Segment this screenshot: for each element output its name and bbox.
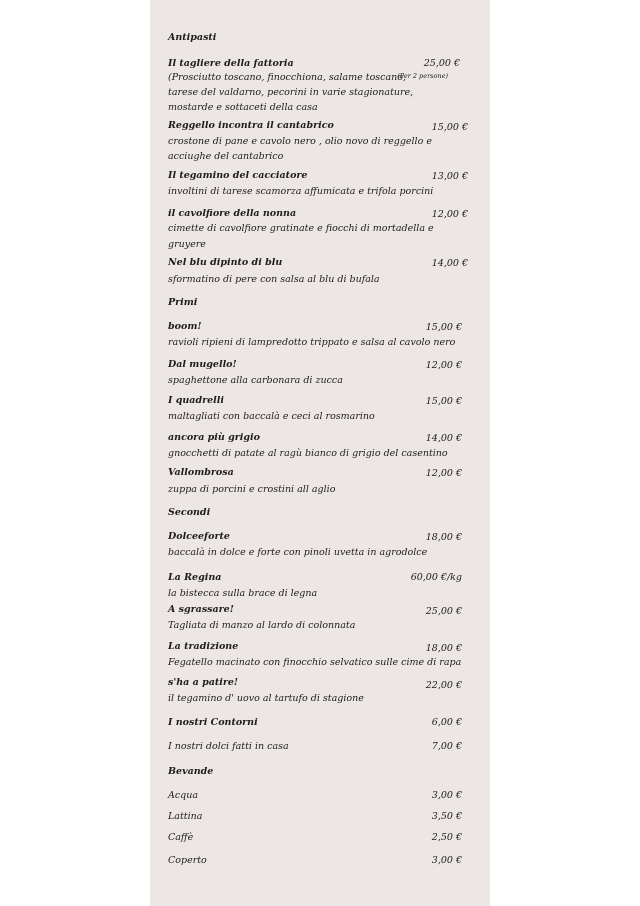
- dish-name: Nel blu dipinto di blu: [168, 257, 283, 268]
- dish-price: 12,00 €: [425, 468, 462, 479]
- dish-name: I quadrelli: [168, 395, 224, 406]
- contorni-label: I nostri Contorni: [168, 717, 258, 728]
- drink-name: Caffè: [168, 832, 194, 843]
- dish-price: 13,00 €: [431, 171, 468, 182]
- dish-name: Il tegamino del cacciatore: [168, 170, 308, 181]
- dish-price: 25,00 €: [423, 58, 460, 69]
- dish-price: 15,00 €: [431, 122, 468, 133]
- dish-name: boom!: [168, 321, 202, 332]
- dish-desc: cimette di cavolfiore gratinate e fiocchi di mortadella e: [168, 223, 434, 234]
- dish-price: 22,00 €: [425, 680, 462, 691]
- dish-price: 18,00 €: [425, 532, 462, 543]
- drink-name: Lattina: [168, 811, 203, 822]
- dish-name: il cavolfiore della nonna: [168, 208, 297, 219]
- dish-name: s'ha a patire!: [168, 677, 239, 688]
- dish-name: Dal mugello!: [168, 359, 237, 370]
- dish-desc: baccalà in dolce e forte con pinoli uvetta in agrodolce: [168, 547, 428, 558]
- dish-desc: crostone di pane e cavolo nero , olio novo di reggello e: [168, 136, 432, 147]
- dish-price: 15,00 €: [425, 396, 462, 407]
- dish-desc: involtini di tarese scamorza affumicata e trifola porcini: [168, 186, 434, 197]
- drink-name: Acqua: [168, 790, 199, 801]
- dish-desc: Tagliata di manzo al lardo di colonnata: [168, 620, 356, 631]
- dish-name: Vallombrosa: [168, 467, 234, 478]
- dish-name: La tradizione: [168, 641, 239, 652]
- dish-desc: gruyere: [168, 239, 206, 250]
- dish-desc: sformatino di pere con salsa al blu di bufala: [168, 274, 380, 285]
- dish-price: 12,00 €: [425, 360, 462, 371]
- dish-price: 25,00 €: [425, 606, 462, 617]
- dish-price: 18,00 €: [425, 643, 462, 654]
- dish-desc: (Prosciutto toscano, finocchiona, salame toscano,: [168, 72, 407, 83]
- dish-name: La Regina: [168, 572, 222, 583]
- section-title-primi: Primi: [168, 297, 198, 308]
- dish-name: A sgrassare!: [168, 604, 234, 615]
- dish-desc: mostarde e sottaceti della casa: [168, 102, 318, 113]
- dish-desc: tarese del valdarno, pecorini in varie stagionature,: [168, 87, 414, 98]
- dish-desc: ravioli ripieni di lampredotto trippato e salsa al cavolo nero: [168, 337, 456, 348]
- dish-price: 12,00 €: [431, 209, 468, 220]
- dish-name: Il tagliere della fattoria: [168, 58, 294, 69]
- dolci-label: I nostri dolci fatti in casa: [168, 741, 289, 752]
- drink-price: 3,00 €: [431, 855, 462, 866]
- dish-desc: gnocchetti di patate al ragù bianco di grigio del casentino: [168, 448, 448, 459]
- drink-price: 2,50 €: [431, 832, 462, 843]
- drink-price: 3,50 €: [431, 811, 462, 822]
- dish-desc: acciughe del cantabrico: [168, 151, 284, 162]
- dish-name: ancora più grigio: [168, 432, 260, 443]
- contorni-price: 6,00 €: [431, 717, 462, 728]
- menu-page: [150, 0, 490, 906]
- drink-name: Coperto: [168, 855, 207, 866]
- dish-desc: spaghettone alla carbonara di zucca: [168, 375, 343, 386]
- dish-desc: zuppa di porcini e crostini all aglio: [168, 484, 336, 495]
- dish-desc: Fegatello macinato con finocchio selvatico sulle cime di rapa: [168, 657, 462, 668]
- dish-price: 14,00 €: [431, 258, 468, 269]
- dish-price: 14,00 €: [425, 433, 462, 444]
- dish-name: Reggello incontra il cantabrico: [168, 120, 334, 131]
- dish-desc: la bistecca sulla brace di legna: [168, 588, 318, 599]
- dish-name: Dolceeforte: [168, 531, 230, 542]
- section-title-secondi: Secondi: [168, 507, 211, 518]
- dish-note: (Per 2 persone): [397, 72, 448, 80]
- dish-desc: il tegamino d' uovo al tartufo di stagione: [168, 693, 364, 704]
- dish-desc: maltagliati con baccalà e ceci al rosmarino: [168, 411, 375, 422]
- dish-price: 15,00 €: [425, 322, 462, 333]
- dish-price: 60,00 €/kg: [410, 572, 462, 583]
- section-title-bevande: Bevande: [168, 766, 214, 777]
- drink-price: 3,00 €: [431, 790, 462, 801]
- dolci-price: 7,00 €: [431, 741, 462, 752]
- section-title-antipasti: Antipasti: [168, 32, 217, 43]
